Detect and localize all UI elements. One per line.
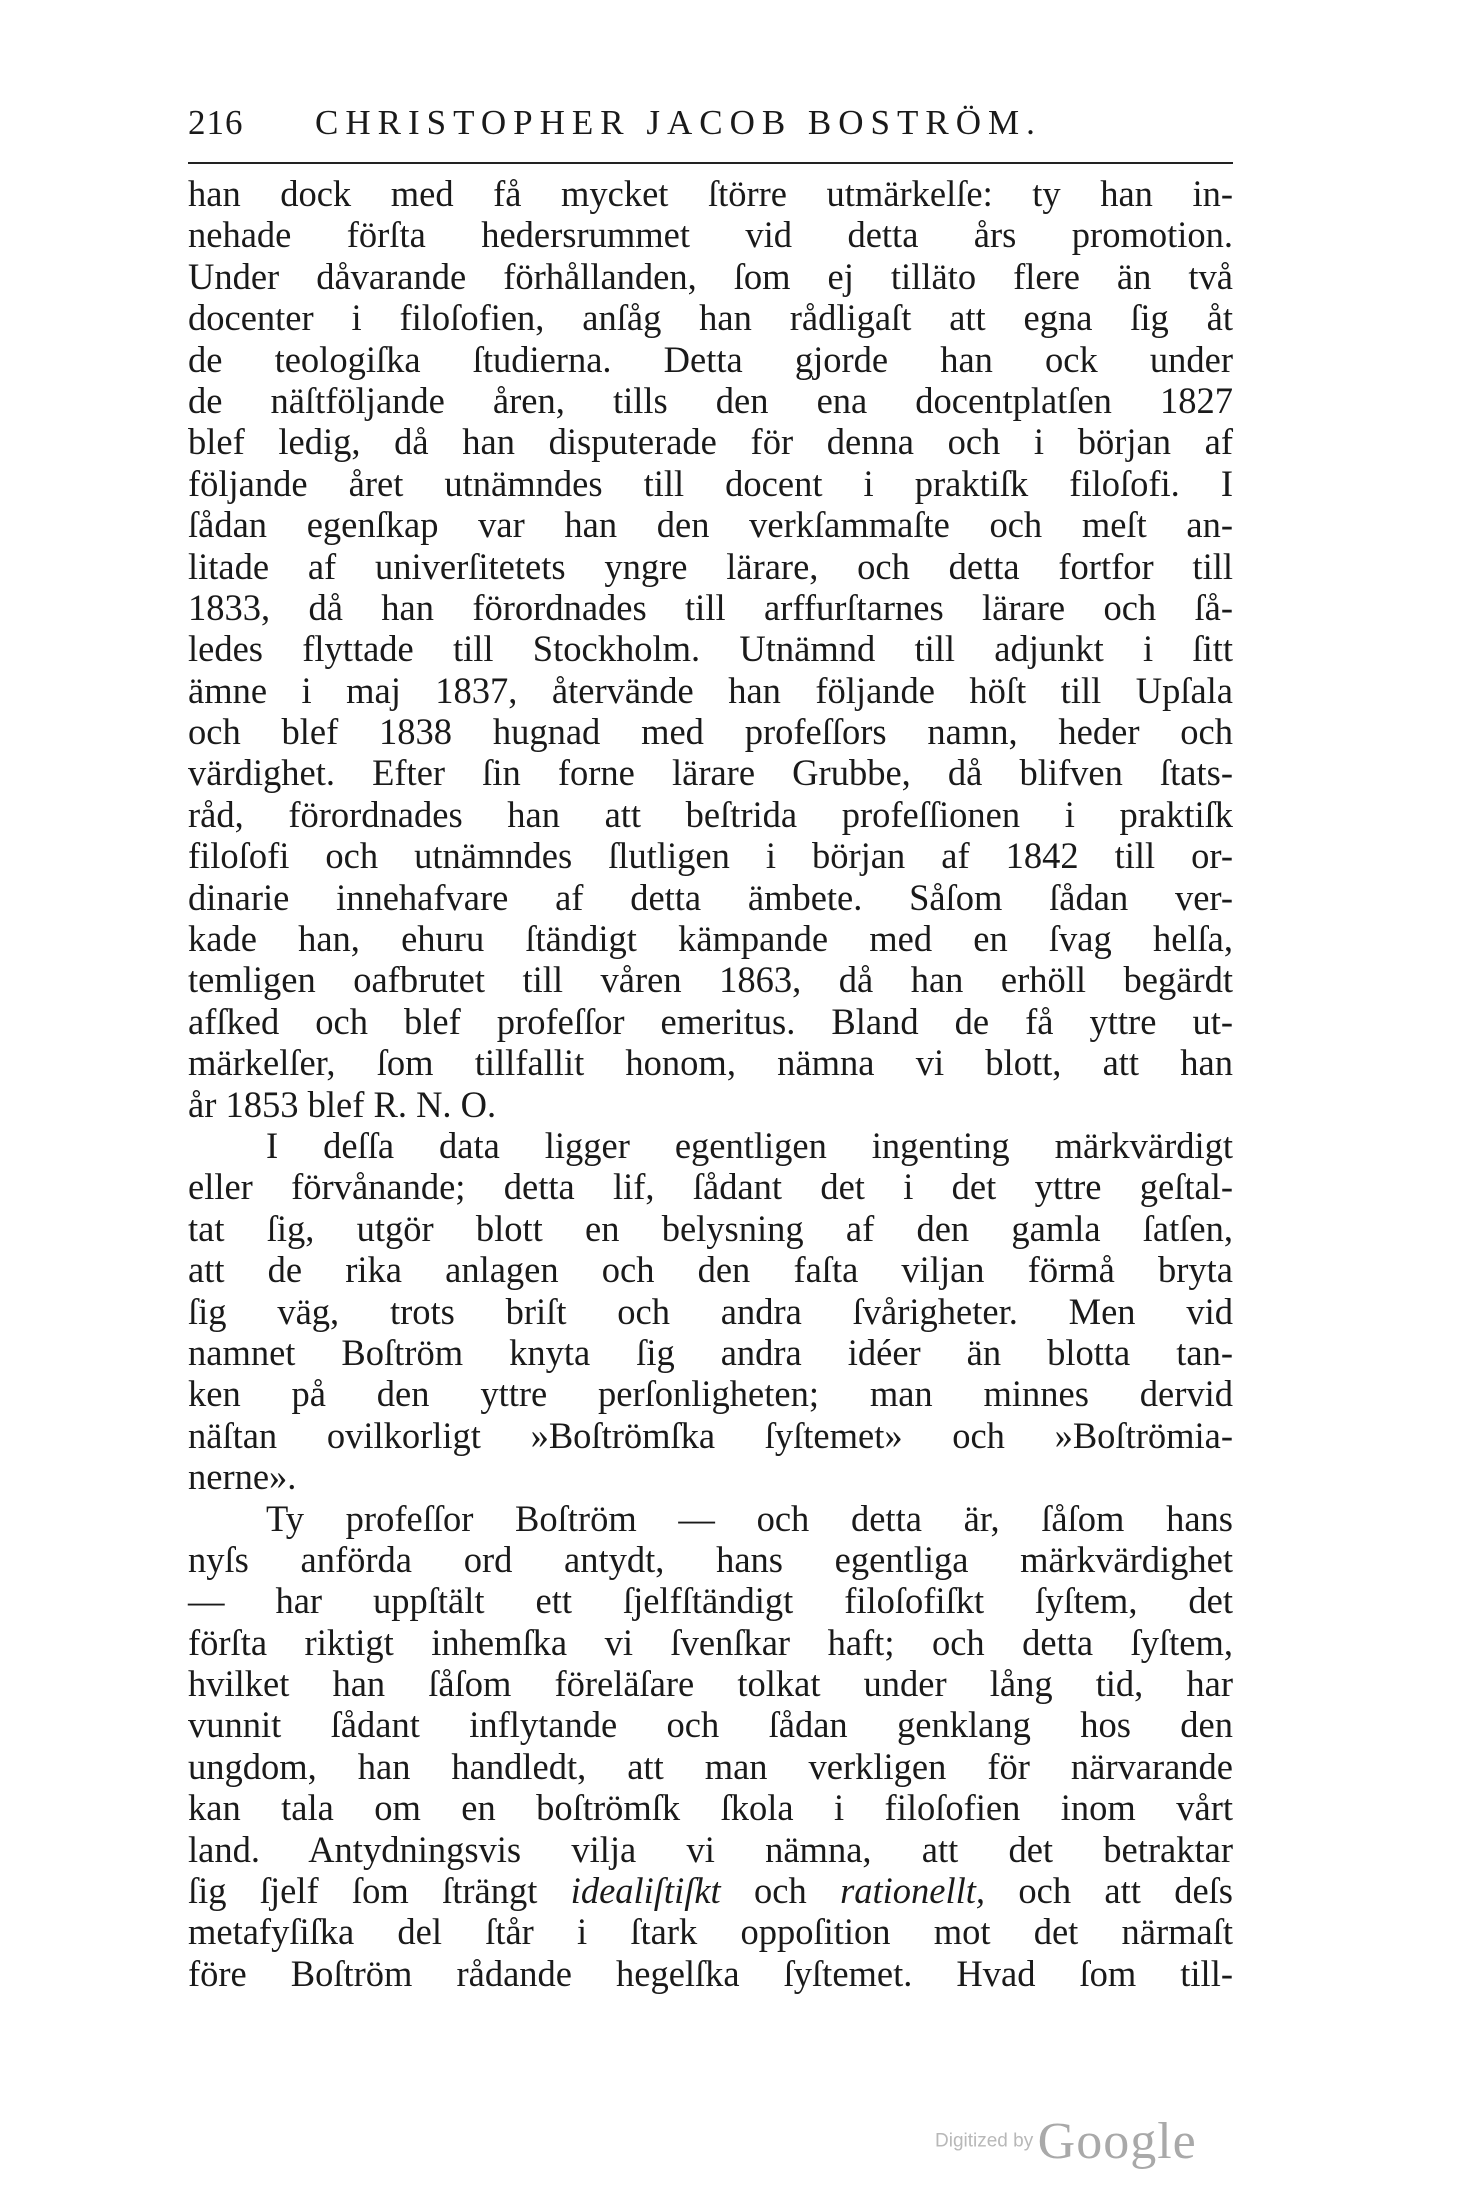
text-line: ken på den yttre perſonligheten; man minnes dervid (188, 1373, 1233, 1415)
text-line: ſig väg, trots briſt och andra ſvårigheter. Men vid (188, 1290, 1233, 1332)
text-line: afſked och blef profeſſor emeritus. Bland de få yttre ut- (188, 1000, 1233, 1042)
text-line: han dock med få mycket ſtörre utmärkelſe: ty han in- (188, 173, 1233, 214)
text-line: värdighet. Efter ſin forne lärare Grubbe, då blifven ſtats- (188, 752, 1233, 794)
text-line-with-italics (188, 1870, 1233, 1911)
text-line: kade han, ehuru ſtändigt kämpande med en ſvag helſa, (188, 918, 1233, 960)
text-line: nyſs anförda ord antydt, hans egentliga märkvärdighet (188, 1538, 1233, 1580)
text-line: före Boſtröm rådande hegelſka ſyſtemet. Hvad ſom till- (188, 1952, 1233, 1994)
text-line: temligen oafbrutet till våren 1863, då han erhöll begärdt (188, 959, 1233, 1001)
body-text (188, 173, 1233, 1994)
text-line: år 1853 blef R. N. O. (188, 1083, 497, 1125)
text-line: Under dåvarande förhållanden, ſom ej tilläto flere än två (188, 255, 1233, 297)
text-segment: ſig ſjelf ſom ſträngt (188, 1870, 538, 1912)
paragraph-start-line: Ty profeſſor Boſtröm — och detta är, ſåſom hans (266, 1497, 1233, 1539)
text-line: litade af univerſitetets yngre lärare, och detta fortfor till (188, 545, 1233, 587)
italic-term: rationellt, (840, 1870, 986, 1912)
text-line: nehade förſta hedersrummet vid detta års promotion. (188, 214, 1233, 256)
text-line: och blef 1838 hugnad med profeſſors namn, heder och (188, 711, 1233, 753)
text-line: filoſofi och utnämndes ſlutligen i början af 1842 till or- (188, 835, 1233, 877)
header-rule (188, 162, 1233, 164)
page-header (188, 98, 1233, 148)
running-title: CHRISTOPHER JACOB BOSTRÖM. (315, 103, 1042, 142)
text-line: vunnit ſådant inflytande och ſådan genklang hos den (188, 1704, 1233, 1746)
text-line: hvilket han ſåſom föreläſare tolkat under lång tid, har (188, 1663, 1233, 1705)
text-line: ſådan egenſkap var han den verkſammaſte och meſt an- (188, 504, 1233, 546)
text-line: nerne». (188, 1456, 297, 1498)
text-line: blef ledig, då han disputerade för denna och i början af (188, 421, 1233, 463)
text-line: ungdom, han handledt, att man verkligen för närvarande (188, 1745, 1233, 1787)
text-line: tat ſig, utgör blott en belysning af den gamla ſatſen, (188, 1207, 1233, 1249)
text-line: eller förvånande; detta lif, ſådant det i det yttre geſtal- (188, 1166, 1233, 1208)
text-line: kan tala om en boſtrömſk ſkola i filoſofien inom vårt (188, 1787, 1233, 1829)
text-line: dinarie innehafvare af detta ämbete. Såſom ſådan ver- (188, 876, 1233, 918)
text-line: näſtan ovilkorligt »Boſtrömſka ſyſtemet» och »Boſtrömia- (188, 1414, 1233, 1456)
watermark-prefix: Digitized by (935, 2130, 1034, 2152)
text-line: de näſtföljande åren, tills den ena docentplatſen 1827 (188, 379, 1233, 421)
page-number: 216 (188, 103, 244, 142)
paragraph-start-line: I deſſa data ligger egentligen ingenting märkvärdigt (266, 1124, 1233, 1166)
text-line: förſta riktigt inhemſka vi ſvenſkar haft; och detta ſyſtem, (188, 1621, 1233, 1663)
text-line: ledes flyttade till Stockholm. Utnämnd till adjunkt i ſitt (188, 628, 1233, 670)
text-line: — har uppſtält ett ſjelfſtändigt filoſofiſkt ſyſtem, det (188, 1580, 1233, 1622)
text-segment: och att deſs (1018, 1870, 1234, 1912)
text-line: land. Antydningsvis vilja vi nämna, att det betraktar (188, 1828, 1233, 1870)
text-segment: och (754, 1870, 807, 1912)
text-line: ämne i maj 1837, återvände han följande höſt till Upſala (188, 669, 1233, 711)
text-line: de teologiſka ſtudierna. Detta gjorde han ock under (188, 338, 1233, 380)
text-line: metafyſiſka del ſtår i ſtark oppoſition mot det närmaſt (188, 1911, 1233, 1953)
text-line: 1833, då han förordnades till arffurſtarnes lärare och ſå- (188, 586, 1233, 628)
text-line: följande året utnämndes till docent i praktiſk filoſofi. I (188, 462, 1233, 504)
italic-term: idealiſtiſkt (570, 1870, 721, 1912)
text-line: att de rika anlagen och den faſta viljan förmå bryta (188, 1249, 1233, 1291)
google-logo: Google (1037, 2113, 1197, 2170)
text-line: märkelſer, ſom tillfallit honom, nämna vi blott, att han (188, 1042, 1233, 1084)
text-line: docenter i filoſofien, anſåg han rådligaſt att egna ſig åt (188, 297, 1233, 339)
text-line: namnet Boſtröm knyta ſig andra idéer än blotta tan- (188, 1331, 1233, 1373)
text-line: råd, förordnades han att beſtrida profeſſionen i praktiſk (188, 793, 1233, 835)
digitization-watermark (935, 2112, 1197, 2171)
